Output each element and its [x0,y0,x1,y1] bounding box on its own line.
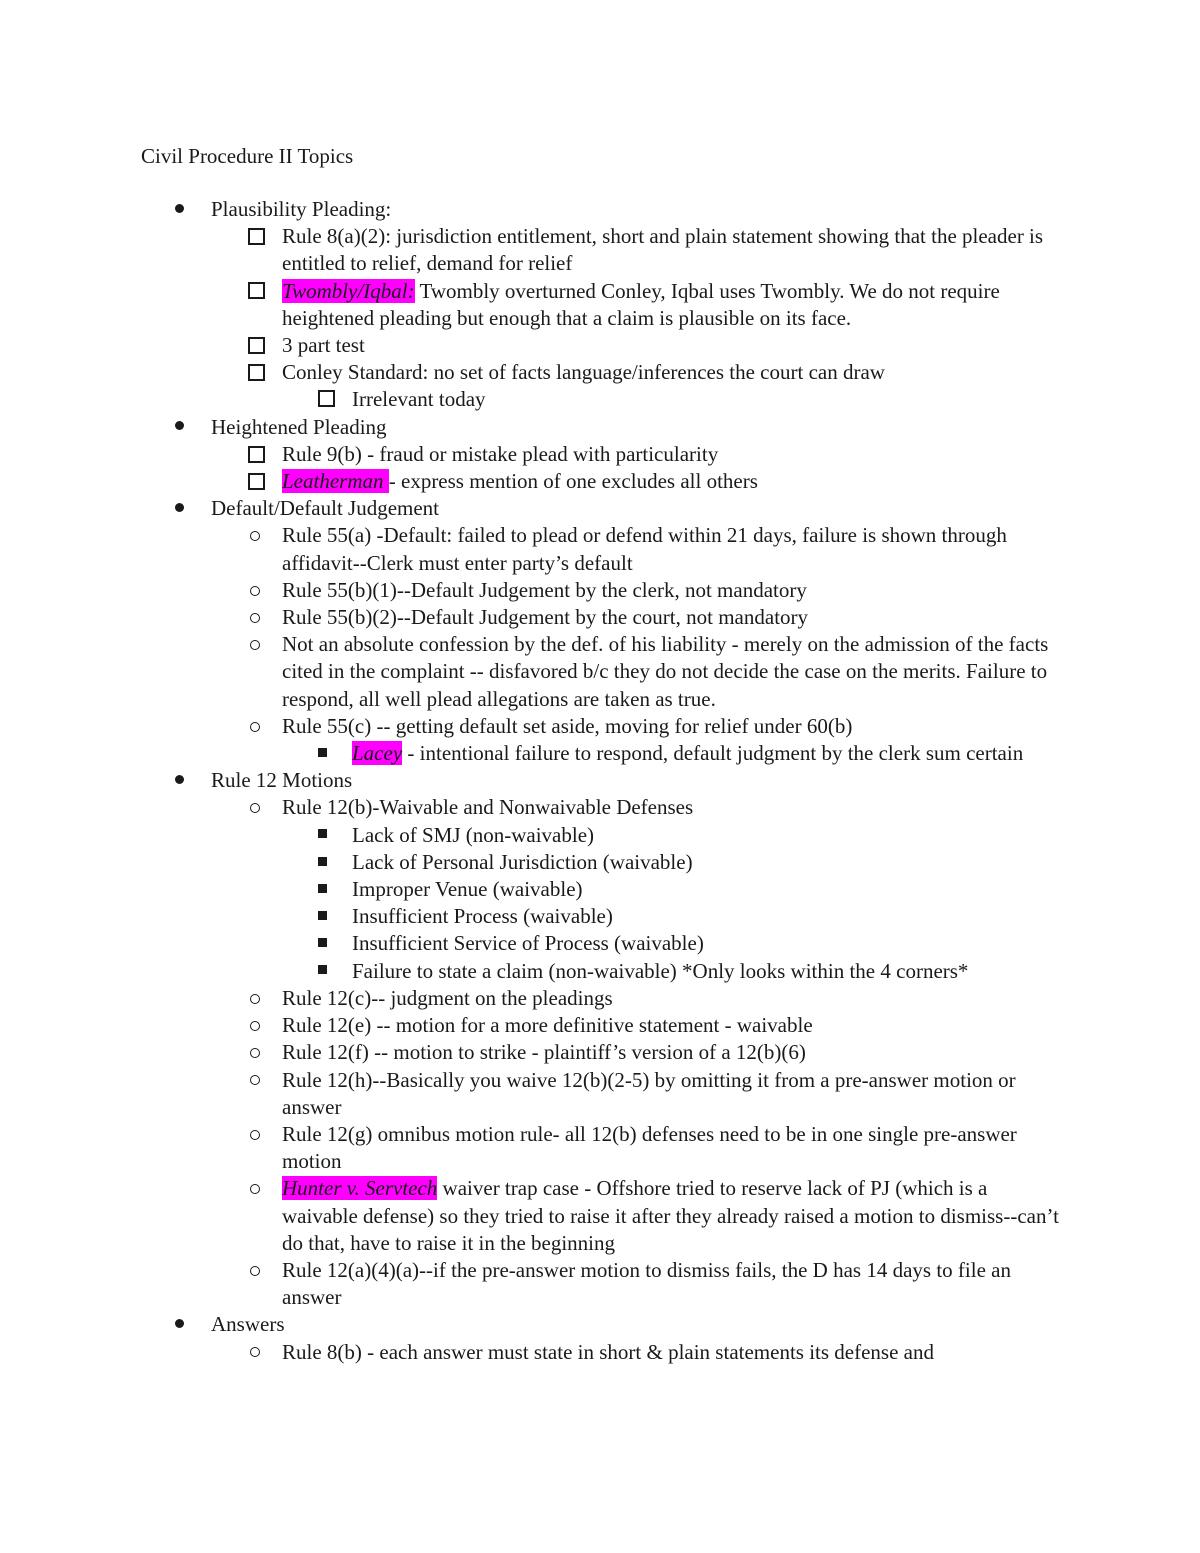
bullet-icon [175,495,184,522]
checkbox-icon [248,441,265,468]
outline-item-level-2 [282,1067,1062,1121]
outline-item-text: Irrelevant today [352,387,486,412]
circle-bullet-icon [248,794,260,821]
outline-item-level-2 [282,985,1062,1012]
case-name-highlight: Twombly/Iqbal: [282,278,415,303]
outline-item-level-3 [352,958,1072,985]
outline-item-text: Rule 12(a)(4)(a)--if the pre-answer motion to dismiss fails, the D has 14 days to file an answer [282,1257,1011,1310]
outline-item-level-1 [211,495,1001,522]
outline-item-text: waiver trap case - Offshore tried to reserve lack of PJ (which is a waivable defense) so they tried to raise it after they already raised a motion to dismiss--can’t do that, have to raise it in the beginning [282,1176,1059,1255]
outline-item-level-2 [282,794,1062,821]
bullet-icon [175,196,184,223]
circle-bullet-icon [248,985,260,1012]
outline-item-text: Rule 12(g) omnibus motion rule- all 12(b) defenses need to be in one single pre-answer motion [282,1121,1017,1174]
outline-item-level-2 [282,1257,1062,1311]
outline-item-text: Insufficient Process (waivable) [352,904,613,929]
outline-item-text: Rule 12(c)-- judgment on the pleadings [282,985,613,1010]
outline-item-level-1 [211,196,1001,223]
circle-bullet-icon [248,713,260,740]
outline-item-text: Twombly overturned Conley, Iqbal uses Twombly. We do not require heightened pleading but enough that a claim is plausible on its face. [282,278,1000,330]
outline-item-level-2 [282,332,1062,359]
bullet-icon [175,1311,184,1338]
outline-item-text: Default/Default Judgement [211,496,440,521]
topic-outline [0,196,1200,1366]
outline-item-text: Rule 12(f) -- motion to strike - plaintiff’s version of a 12(b)(6) [282,1040,806,1065]
outline-item-level-3 [352,903,1072,930]
circle-bullet-icon [248,577,260,604]
square-bullet-icon [318,849,327,876]
outline-item-text: Rule 55(b)(2)--Default Judgement by the court, not mandatory [282,605,809,630]
checkbox-icon [318,386,335,413]
outline-item-level-3 [352,930,1072,957]
circle-bullet-icon [248,522,260,549]
outline-item-text: Failure to state a claim (non-waivable) *Only looks within the 4 corners* [352,958,969,983]
outline-item-text: Not an absolute confession by the def. of his liability - merely on the admission of the facts cited in the complaint -- disfavored b/c they do not decide the case on the merits. Failure to respond, all well plead allegations are taken as true. [282,632,1049,711]
outline-item-text: Rule 55(a) -Default: failed to plead or defend within 21 days, failure is shown through affidavit--Clerk must enter party’s default [282,523,1007,575]
outline-item-text: Insufficient Service of Process (waivable) [352,931,704,956]
checkbox-icon [248,468,265,495]
outline-item-text: Lack of Personal Jurisdiction (waivable) [352,849,693,874]
outline-item-text: Rule 55(b)(1)--Default Judgement by the clerk, not mandatory [282,577,807,602]
checkbox-icon [248,223,265,250]
outline-item-level-2 [282,713,1062,740]
square-bullet-icon [318,822,327,849]
outline-item-text: 3 part test [282,333,365,358]
checkbox-icon [248,359,265,386]
outline-item-text: Rule 55(c) -- getting default set aside, moving for relief under 60(b) [282,713,853,738]
outline-item-level-3 [352,740,1072,767]
outline-item-level-2 [282,1175,1062,1257]
checkbox-icon [248,278,265,305]
outline-item-level-2 [282,278,1062,332]
outline-item-level-2 [282,359,1062,386]
outline-item-text: Plausibility Pleading: [211,197,392,221]
case-name-highlight: Lacey [352,741,403,766]
outline-item-level-1 [211,767,1001,794]
circle-bullet-icon [248,604,260,631]
outline-item-level-3 [352,849,1072,876]
outline-item-text: Heightened Pleading [211,414,387,439]
circle-bullet-icon [248,1121,260,1148]
document-title: Civil Procedure II Topics [141,144,354,168]
outline-item-text: Rule 12(h)--Basically you waive 12(b)(2-5) by omitting it from a pre-answer motion or answer [282,1067,1016,1119]
outline-item-text: Rule 8(b) - each answer must state in short & plain statements its defense and [282,1339,934,1364]
outline-item-text: - intentional failure to respond, default judgment by the clerk sum certain [402,741,1024,766]
case-name-highlight: Leatherman [282,469,389,494]
square-bullet-icon [318,903,327,930]
square-bullet-icon [318,958,327,985]
outline-item-level-1 [211,1311,1001,1338]
circle-bullet-icon [248,1175,260,1202]
outline-item-text: Lack of SMJ (non-waivable) [352,822,595,847]
square-bullet-icon [318,876,327,903]
outline-item-text: Answers [211,1312,285,1337]
outline-item-level-2 [282,1339,1062,1366]
square-bullet-icon [318,740,327,767]
outline-item-level-3 [352,822,1072,849]
square-bullet-icon [318,930,327,957]
outline-item-level-2 [282,468,1062,495]
outline-item-text: Rule 12 Motions [211,768,353,793]
outline-item-level-3 [352,386,1072,413]
outline-item-text: Rule 12(e) -- motion for a more definitive statement - waivable [282,1013,813,1038]
outline-item-level-2 [282,577,1062,604]
outline-item-level-2 [282,1121,1062,1175]
bullet-icon [175,414,184,441]
circle-bullet-icon [248,1257,260,1284]
outline-item-level-1 [211,414,1001,441]
circle-bullet-icon [248,1039,260,1066]
outline-item-text: Rule 12(b)-Waivable and Nonwaivable Defenses [282,795,694,820]
bullet-icon [175,767,184,794]
outline-item-level-2 [282,631,1062,713]
circle-bullet-icon [248,1067,260,1094]
outline-item-text: Conley Standard: no set of facts language/inferences the court can draw [282,360,885,385]
checkbox-icon [248,332,265,359]
outline-item-text: Rule 9(b) - fraud or mistake plead with particularity [282,441,719,466]
outline-item-text: Rule 8(a)(2): jurisdiction entitlement, short and plain statement showing that the pleader is entitled to relief, demand for relief [282,224,1044,276]
outline-item-level-2 [282,1039,1062,1066]
outline-item-level-2 [282,1012,1062,1039]
outline-item-level-3 [352,876,1072,903]
outline-item-level-2 [282,522,1062,576]
circle-bullet-icon [248,631,260,658]
outline-item-level-2 [282,223,1062,277]
outline-item-level-2 [282,604,1062,631]
circle-bullet-icon [248,1339,260,1366]
outline-item-text: - express mention of one excludes all others [388,469,758,494]
outline-item-level-2 [282,441,1062,468]
outline-item-text: Improper Venue (waivable) [352,877,583,902]
case-name-highlight: Hunter v. Servtech [282,1176,438,1201]
circle-bullet-icon [248,1012,260,1039]
